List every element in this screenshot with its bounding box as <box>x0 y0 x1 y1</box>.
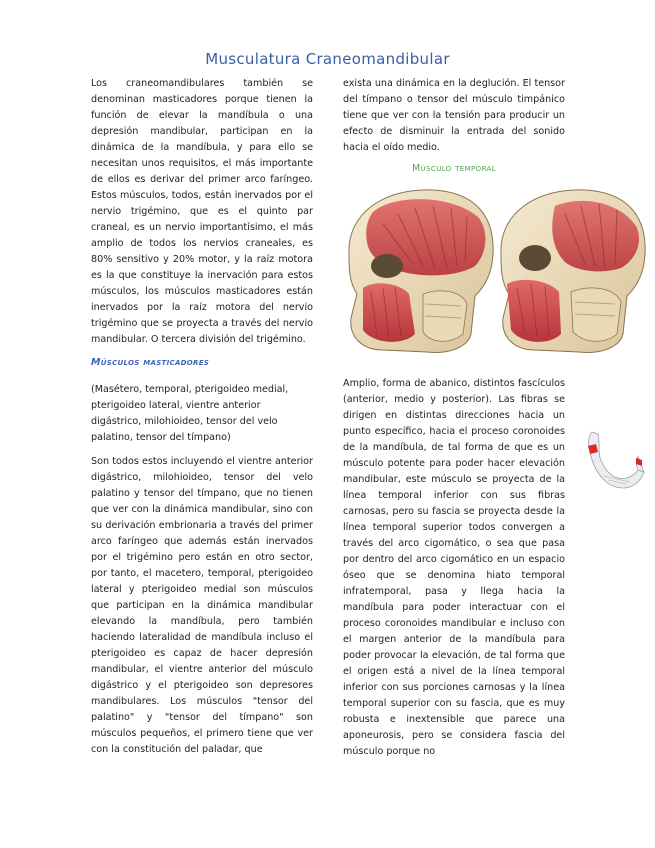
page-title: Musculatura Craneomandibular <box>205 50 450 68</box>
tensor-paragraph: exista una dinámica en la deglución. El tensor del tímpano o tensor del músculo timpánico tiene que ver con la tensión para producir un efecto de disminuir la entrada del sonido hacia el oído medio. <box>343 78 565 153</box>
muscle-list <box>91 382 301 455</box>
mandible-icon <box>578 428 648 498</box>
section-title-temporal: Músculo temporal <box>411 163 497 174</box>
left-column-paragraph-1 <box>91 76 313 357</box>
skull-muscle-illustration <box>343 184 646 360</box>
right-column-paragraph-2 <box>343 376 565 769</box>
left-column-paragraph-2 <box>91 454 313 767</box>
skull-left-view <box>349 190 493 353</box>
temporal-paragraph: Amplio, forma de abanico, distintos fascículos (anterior, medio y posterior). Las fibras se dirigen en distintas direcciones hacia un punto específico, hacia el proceso coronoides de la mandíbula, de tal forma de que es un músculo potente para poder hacer elevación mandibular, este músculo se proyecta de la línea temporal inferior con sus fibras carnosas, pero su fascia se proyecta desde la línea temporal superior todos convergen a través del arco cigomático, o sea que pasa por dentro del arco cigomático en un espacio óseo que se denomina hiato temporal infratemporal, pasa y llega hacia la mandíbula para poder interactuar con el proceso coronoides mandibular e incluso con el margen anterior de la mandíbula para poder provocar la elevación, de tal forma que el origen está a nivel de la línea temporal inferior con sus porciones carnosas y la línea temporal superior con su fascia, que es muy robusta e inextensible que parece una aponeurosis, pero se considera fascia del músculo porque no <box>343 378 565 757</box>
muscle-list-text: (Masétero, temporal, pterigoideo medial, pterigoideo lateral, vientre anterior digástrico, milohioideo, tensor del velo palatino, tensor del tímpano) <box>91 384 289 443</box>
skull-right-view <box>501 190 645 353</box>
right-column-paragraph-1 <box>343 76 565 165</box>
subheading-masticadores: Músculos masticadores <box>91 357 210 368</box>
masticadores-paragraph: Son todos estos incluyendo el vientre anterior digástrico, milohioideo, tensor del velo palatino y tensor del tímpano, que no tienen que ver con la dinámica mandibular, sino con su derivación embrionaria a través del primer arco faríngeo que además están inervados por el trigémino pero están en otro sector, por tanto, el macetero, temporal, pterigoideo lateral y pterigoideo medial son músculos que participan en la dinámica mandibular elevando la mandíbula, pero también haciendo lateralidad de mandíbula incluso el pterigoideo es capaz de hacer depresión mandibular, el vientre anterior del músculo digástrico y el pterigoideo son depresores mandibulares. Los músculos "tensor del palatino" y "tensor del tímpano" son músculos pequeños, el primero tiene que ver con la constitución del paladar, que <box>91 456 313 755</box>
intro-paragraph: Los craneomandibulares también se denominan masticadores porque tienen la función de elevar la mandíbula o una depresión mandibular, participan en la dinámica de la mandíbula, y para ello se necesitan unos requisitos, el más importante de ellos es derivar del primer arco faríngeo. Estos músculos, todos, están inervados por el nervio trigémino, que es el quinto par craneal, es un nervio importantísimo, el más amplio de todos los nervios craneales, es 80% sensitivo y 20% motor, y la raíz motora es la que constituye la inervación para estos músculos, los músculos masticadores están inervados por la raíz motora del nervio trigémino que se proyecta a través del nervio mandibular. O tercera división del trigémino. <box>91 78 313 345</box>
